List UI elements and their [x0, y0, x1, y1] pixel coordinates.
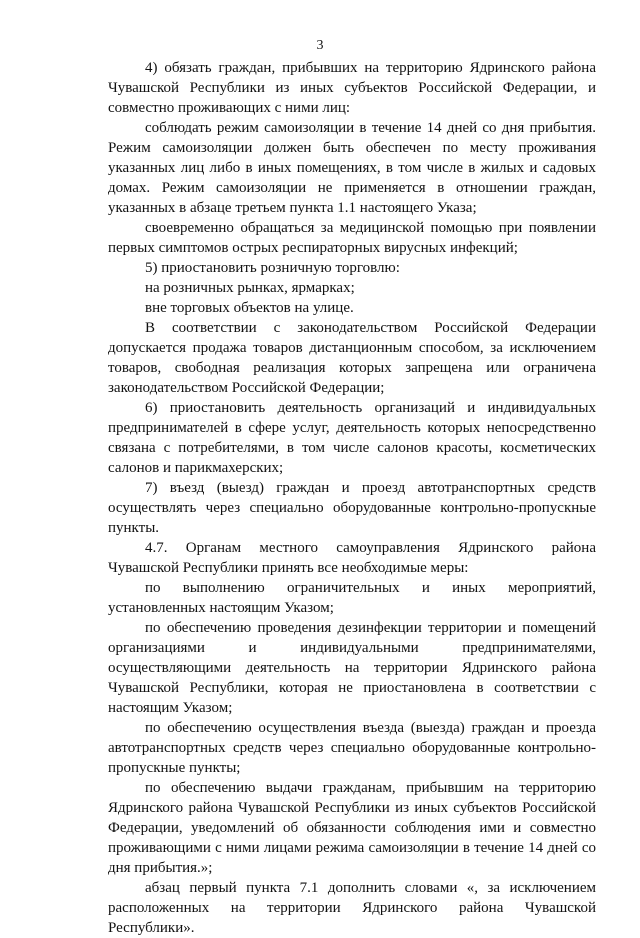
- paragraph-12: по обеспечению проведения дезинфекции территории и помещений организациями и индивидуальными предпринимателями, осуществляющими деятельность на территории Ядринского района Чувашской Республики, которая не приостановлена в соответствии с настоящим Указом;: [108, 620, 596, 716]
- paragraph-3: своевременно обращаться за медицинской помощью при появлении первых симптомов острых респираторных вирусных инфекций;: [108, 220, 596, 256]
- paragraph-1: 4) обязать граждан, прибывших на территорию Ядринского района Чувашской Республики из иных субъектов Российской Федерации, и совместно проживающих с ними лиц:: [108, 60, 596, 116]
- document-body: [108, 58, 596, 938]
- paragraph-4: 5) приостановить розничную торговлю:: [145, 260, 400, 276]
- page-number: 3: [316, 38, 324, 53]
- paragraph-15: абзац первый пункта 7.1 дополнить словами «, за исключением расположенных на территории Ядринского района Чувашской Республики».: [108, 880, 596, 936]
- paragraph-11: по выполнению ограничительных и иных мероприятий, установленных настоящим Указом;: [108, 580, 596, 616]
- paragraph-9: 7) въезд (выезд) граждан и проезд автотранспортных средств осуществлять через специально оборудованные контрольно-пропускные пункты.: [108, 480, 596, 536]
- paragraph-2: соблюдать режим самоизоляции в течение 14 дней со дня прибытия. Режим самоизоляции должен быть обеспечен по месту проживания указанных лиц либо в иных помещениях, в том числе в жилых и садовых домах. Режим самоизоляции не применяется в отношении граждан, указанных в абзаце третьем пункта 1.1 настоящего Указа;: [108, 120, 596, 216]
- paragraph-7: В соответствии с законодательством Российской Федерации допускается продажа товаров дистанционным способом, за исключением товаров, свободная реализация которых запрещена или ограничена законодательством Российской Федерации;: [108, 320, 596, 396]
- paragraph-14: по обеспечению выдачи гражданам, прибывшим на территорию Ядринского района Чувашской Республики из иных субъектов Российской Федерации, уведомлений об обязанности соблюдения ими и совместно проживающими с ними лицами режима самоизоляции в течение 14 дней со дня прибытия.»;: [108, 780, 596, 876]
- paragraph-8: 6) приостановить деятельность организаций и индивидуальных предпринимателей в сфере услуг, деятельность которых непосредственно связана с потребителями, в том числе салонов красоты, косметических салонов и парикмахерских;: [108, 400, 596, 476]
- paragraph-10: 4.7. Органам местного самоуправления Ядринского района Чувашской Республики принять все необходимые меры:: [108, 540, 596, 576]
- paragraph-13: по обеспечению осуществления въезда (выезда) граждан и проезда автотранспортных средств через специально оборудованные контрольно-пропускные пункты;: [108, 720, 596, 776]
- paragraph-5: на розничных рынках, ярмарках;: [145, 280, 355, 296]
- paragraph-6: вне торговых объектов на улице.: [145, 300, 354, 316]
